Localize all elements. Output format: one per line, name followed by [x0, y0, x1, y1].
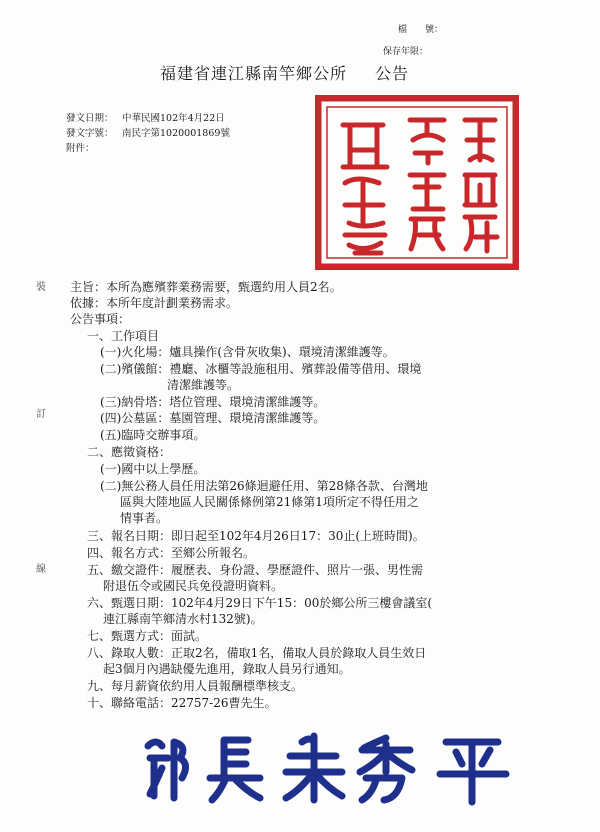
mayor-signature-stamp — [140, 728, 520, 808]
list-item: (二)無公務人員任用法第26條迴避任用、第28條各款、台灣地 — [100, 479, 428, 493]
section-line: 三、報名日期：即日起至102年4月26日17：30止(上班時間)。 — [87, 529, 425, 543]
list-item-continuation: 情事者。 — [120, 511, 169, 525]
section-continuation: 連江縣南竿鄉清水村132號)。 — [103, 612, 263, 626]
section-line: 七、甄選方式：面試。 — [87, 629, 208, 643]
list-item: (四)公墓區：墓園管理、環境清潔維護等。 — [100, 411, 326, 425]
document-number-value: 南民字第1020001869號 — [122, 128, 230, 139]
section-line: 四、報名方式：至鄉公所報名。 — [87, 546, 256, 560]
binding-mark-line: 線 — [36, 564, 46, 575]
section-line: 九、每月薪資依約用人員報酬標準核支。 — [87, 679, 304, 693]
binding-mark-staple: 訂 — [36, 409, 46, 420]
document-number-label: 發文字號： — [66, 128, 114, 139]
file-number-label: 檔 號： — [398, 25, 444, 35]
section-line: 八、錄取人數：正取2名，備取1名，備取人員於錄取人員生效日 — [87, 646, 427, 660]
items-heading: 公告事項： — [70, 312, 131, 326]
list-item: (五)臨時交辦事項。 — [100, 428, 206, 442]
list-item: (一)火化場：爐具操作(含骨灰收集)、環境清潔維護等。 — [100, 345, 395, 359]
list-item: (一)國中以上學歷。 — [100, 462, 206, 476]
basis-line: 依據：本所年度計劃業務需求。 — [70, 296, 239, 310]
section-heading: 二、應徵資格： — [87, 445, 172, 459]
issue-date-value: 中華民國102年4月22日 — [122, 113, 225, 124]
attachment-label: 附件： — [66, 143, 95, 154]
issue-date-label: 發文日期： — [66, 113, 114, 124]
section-continuation: 起3個月內遇缺優先進用，錄取人員另行通知。 — [103, 662, 351, 676]
agency-title: 福建省連江縣南竿鄉公所 — [160, 64, 348, 83]
purpose-line: 主旨：本所為應殯葬業務需要，甄選約用人員2名。 — [70, 280, 342, 294]
retention-period-label: 保存年限： — [383, 47, 429, 57]
list-item-continuation: 區與大陸地區人民關係條例第21條第1項所定不得任用之 — [120, 495, 419, 509]
official-seal-stamp — [315, 95, 519, 270]
section-line: 五、繳交證件：履歷表、身份證、學歷證件、照片一張、男性需 — [87, 563, 424, 577]
section-line: 六、甄選日期：102年4月29日下午15：00於鄉公所三樓會議室( — [87, 596, 433, 610]
list-item: (二)殯儀館：禮廳、冰櫃等設施租用、殯葬設備等借用、環境 — [100, 362, 422, 376]
section-line: 十、聯絡電話：22757-26曹先生。 — [87, 696, 277, 710]
section-continuation: 附退伍令或國民兵免役證明資料。 — [103, 579, 284, 593]
binding-mark-bind: 裝 — [36, 282, 46, 293]
list-item: (三)納骨塔：塔位管理、環境清潔維護等。 — [100, 395, 326, 409]
list-item-continuation: 清潔維護等。 — [167, 378, 240, 392]
document-type: 公告 — [375, 64, 410, 83]
section-heading: 一、工作項目 — [87, 329, 160, 343]
